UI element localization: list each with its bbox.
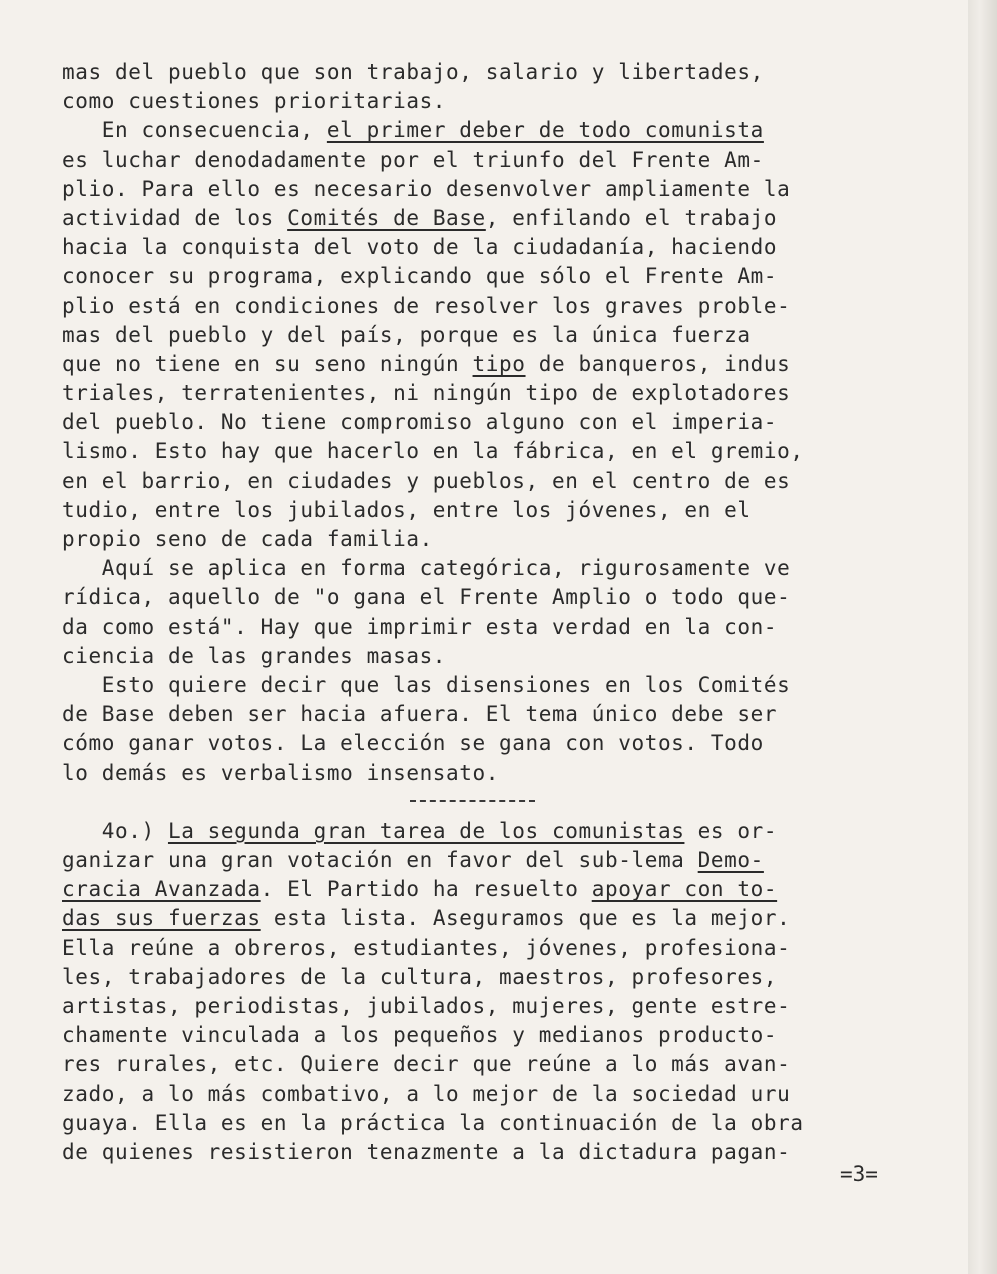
- text-run: propio seno de cada familia.: [62, 527, 433, 551]
- text-line: [62, 846, 902, 875]
- text-run: triales, terratenientes, ni ningún tipo de explotadores: [62, 381, 791, 406]
- text-line: [62, 700, 902, 729]
- text-run: , enfilando el trabajo: [485, 205, 778, 230]
- text-line: [62, 379, 902, 408]
- text-run: chamente vinculada a los pequeños y medianos producto-: [62, 1023, 778, 1048]
- text-line: [62, 992, 902, 1021]
- text-run: mas del pueblo y del país, porque es la única fuerza: [62, 322, 751, 347]
- text-run: de Base deben ser hacia afuera. El tema único debe ser: [62, 702, 778, 727]
- text-line: [62, 875, 902, 904]
- text-run: en el barrio, en ciudades y pueblos, en el centro de es: [62, 468, 791, 493]
- text-run: Esto quiere decir que las disensiones en los Comités: [62, 672, 791, 697]
- text-run: hacia la conquista del voto de la ciudadanía, haciendo: [62, 235, 778, 260]
- text-run: 4o.): [62, 818, 168, 843]
- text-run: artistas, periodistas, jubilados, mujeres, gente estre-: [62, 994, 791, 1018]
- text-run: da como está". Hay que imprimir esta verdad en la con-: [62, 614, 778, 639]
- text-run: de banqueros, indus: [525, 351, 791, 376]
- text-run: Ella reúne a obreros, estudiantes, jóvenes, profesiona-: [62, 935, 791, 960]
- text-line: [62, 1021, 902, 1050]
- text-line: [62, 1080, 902, 1109]
- text-line: [62, 729, 902, 758]
- text-line: [62, 204, 902, 233]
- text-run: esta lista. Aseguramos que es la mejor.: [260, 906, 791, 931]
- section-separator: [410, 800, 535, 802]
- text-run: ganizar una gran votación en favor del sub-lema: [62, 848, 698, 873]
- underlined-text: Demo-: [697, 848, 764, 873]
- text-line: [62, 175, 902, 204]
- text-line: [62, 292, 902, 321]
- text-line: [62, 525, 902, 554]
- text-run: plio está en condiciones de resolver los graves proble-: [62, 293, 791, 318]
- text-run: cómo ganar votos. La elección se gana con votos. Todo: [62, 731, 764, 756]
- text-run: lo demás es verbalismo insensato.: [62, 760, 500, 785]
- text-run: les, trabajadores de la cultura, maestros, profesores,: [62, 964, 778, 989]
- text-run: es luchar denodadamente por el triunfo del Frente Am-: [62, 147, 764, 172]
- underlined-text: apoyar con to-: [591, 877, 778, 902]
- text-run: conocer su programa, explicando que sólo el Frente Am-: [62, 264, 778, 289]
- text-line: [62, 146, 902, 175]
- text-line: [62, 788, 902, 817]
- text-line: [62, 87, 902, 116]
- text-run: plio. Para ello es necesario desenvolver ampliamente la: [62, 176, 791, 201]
- text-run: como cuestiones prioritarias.: [62, 89, 447, 114]
- underlined-text: Comités de Base: [287, 205, 486, 230]
- text-line: [62, 554, 902, 583]
- text-line: [62, 408, 902, 437]
- text-line: [62, 262, 902, 291]
- underlined-text: cracia Avanzada: [62, 877, 261, 902]
- text-run: tudio, entre los jubilados, entre los jóvenes, en el: [62, 497, 751, 522]
- text-run: . El Partido ha resuelto: [260, 877, 592, 902]
- text-run: lismo. Esto hay que hacerlo en la fábrica, en el gremio,: [62, 439, 804, 464]
- text-run: rídica, aquello de "o gana el Frente Amplio o todo que-: [62, 585, 791, 610]
- text-line: [62, 1109, 902, 1138]
- text-line: [62, 58, 902, 87]
- text-line: [62, 583, 902, 612]
- page-number: =3=: [840, 1162, 878, 1186]
- text-line: [62, 437, 902, 466]
- text-run: actividad de los: [62, 205, 288, 230]
- underlined-text: La segunda gran tarea de los comunistas: [167, 818, 685, 843]
- text-run: zado, a lo más combativo, a lo mejor de la sociedad uru: [62, 1081, 791, 1106]
- text-run: res rurales, etc. Quiere decir que reúne a lo más avan-: [62, 1052, 791, 1077]
- text-line: [62, 671, 902, 700]
- text-line: [62, 934, 902, 963]
- text-run: En consecuencia,: [62, 118, 327, 143]
- text-line: [62, 613, 902, 642]
- body-text: [62, 58, 902, 1167]
- text-run: del pueblo. No tiene compromiso alguno con el imperia-: [62, 410, 778, 435]
- text-run: mas del pueblo que son trabajo, salario y libertades,: [62, 60, 764, 84]
- text-line: [62, 496, 902, 525]
- underlined-text: tipo: [472, 351, 526, 376]
- text-line: [62, 350, 902, 379]
- text-run: que no tiene en su seno ningún: [62, 351, 473, 376]
- text-run: guaya. Ella es en la práctica la continuación de la obra: [62, 1110, 804, 1135]
- text-line: [62, 1050, 902, 1079]
- paper-edge: [968, 0, 997, 1274]
- underlined-text: el primer deber de todo comunista: [326, 118, 764, 143]
- text-line: [62, 904, 902, 933]
- text-line: [62, 233, 902, 262]
- text-run: Aquí se aplica en forma categórica, rigurosamente ve: [62, 556, 791, 581]
- text-run: de quienes resistieron tenazmente a la dictadura pagan-: [62, 1139, 791, 1164]
- text-line: [62, 963, 902, 992]
- text-line: [62, 642, 902, 671]
- text-line: [62, 116, 902, 145]
- text-line: [62, 1138, 902, 1167]
- text-run: es or-: [684, 818, 778, 843]
- text-line: [62, 817, 902, 846]
- underlined-text: das sus fuerzas: [62, 906, 261, 931]
- text-run: ciencia de las grandes masas.: [62, 643, 447, 668]
- text-line: [62, 321, 902, 350]
- text-line: [62, 467, 902, 496]
- text-line: [62, 759, 902, 788]
